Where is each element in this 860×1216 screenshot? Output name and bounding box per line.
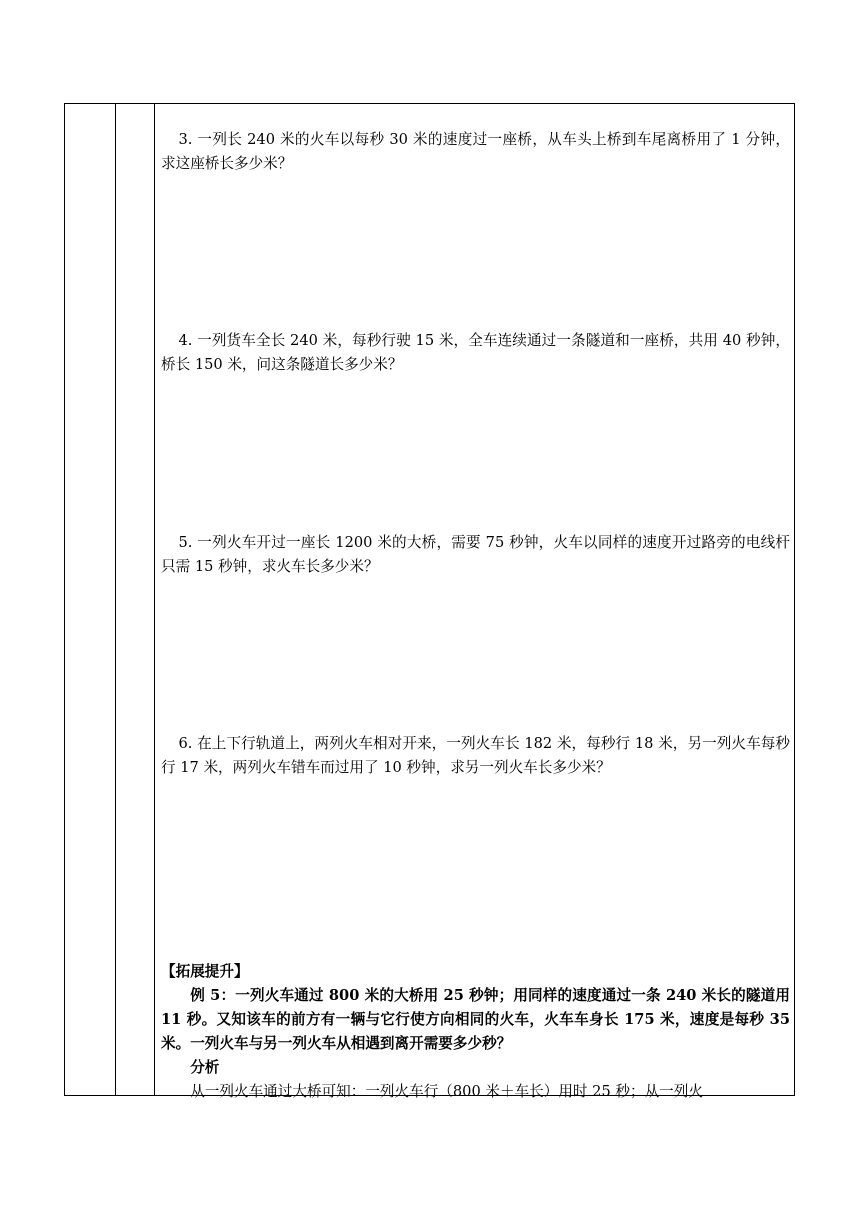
content-cell (161, 104, 790, 1100)
table-column-divider-2 (154, 104, 155, 1095)
table-column-divider-1 (115, 104, 116, 1095)
example-5: 例 5：一列火车通过 800 米的大桥用 25 秒钟；用同样的速度通过一条 240 米长的隧道用 11 秒。又知该车的前方有一辆与它行使方向相同的火车，火车车身长 175 米，速度是每秒 35 米。一列火车与另一列火车从相遇到离开需要多少秒？ (161, 987, 790, 1052)
analysis-text: 从一列火车通过大桥可知：一列火车行（800 米＋车长）用时 25 秒；从一列火 (190, 1083, 703, 1100)
question-6: 6. 在上下行轨道上，两列火车相对开来，一列火车长 182 米，每秒行 18 米，另一列火车每秒行 17 米，两列火车错车而过用了 10 秒钟，求另一列火车长多少米？ (161, 735, 790, 776)
question-4: 4. 一列货车全长 240 米，每秒行驶 15 米，全车连续通过一条隧道和一座桥，共用 40 秒钟，桥长 150 米，问这条隧道长多少米？ (161, 332, 790, 373)
extension-title: 【拓展提升】 (161, 963, 249, 980)
question-5: 5. 一列火车开过一座长 1200 米的大桥，需要 75 秒钟，火车以同样的速度开过路旁的电线杆只需 15 秒钟，求火车长多少米？ (161, 534, 790, 575)
question-3: 3. 一列长 240 米的火车以每秒 30 米的速度过一座桥，从车头上桥到车尾离桥用了 1 分钟，求这座桥长多少米？ (161, 131, 790, 172)
analysis-label: 分析 (190, 1059, 220, 1076)
worksheet-table (64, 103, 795, 1100)
extension-section (161, 960, 790, 1104)
